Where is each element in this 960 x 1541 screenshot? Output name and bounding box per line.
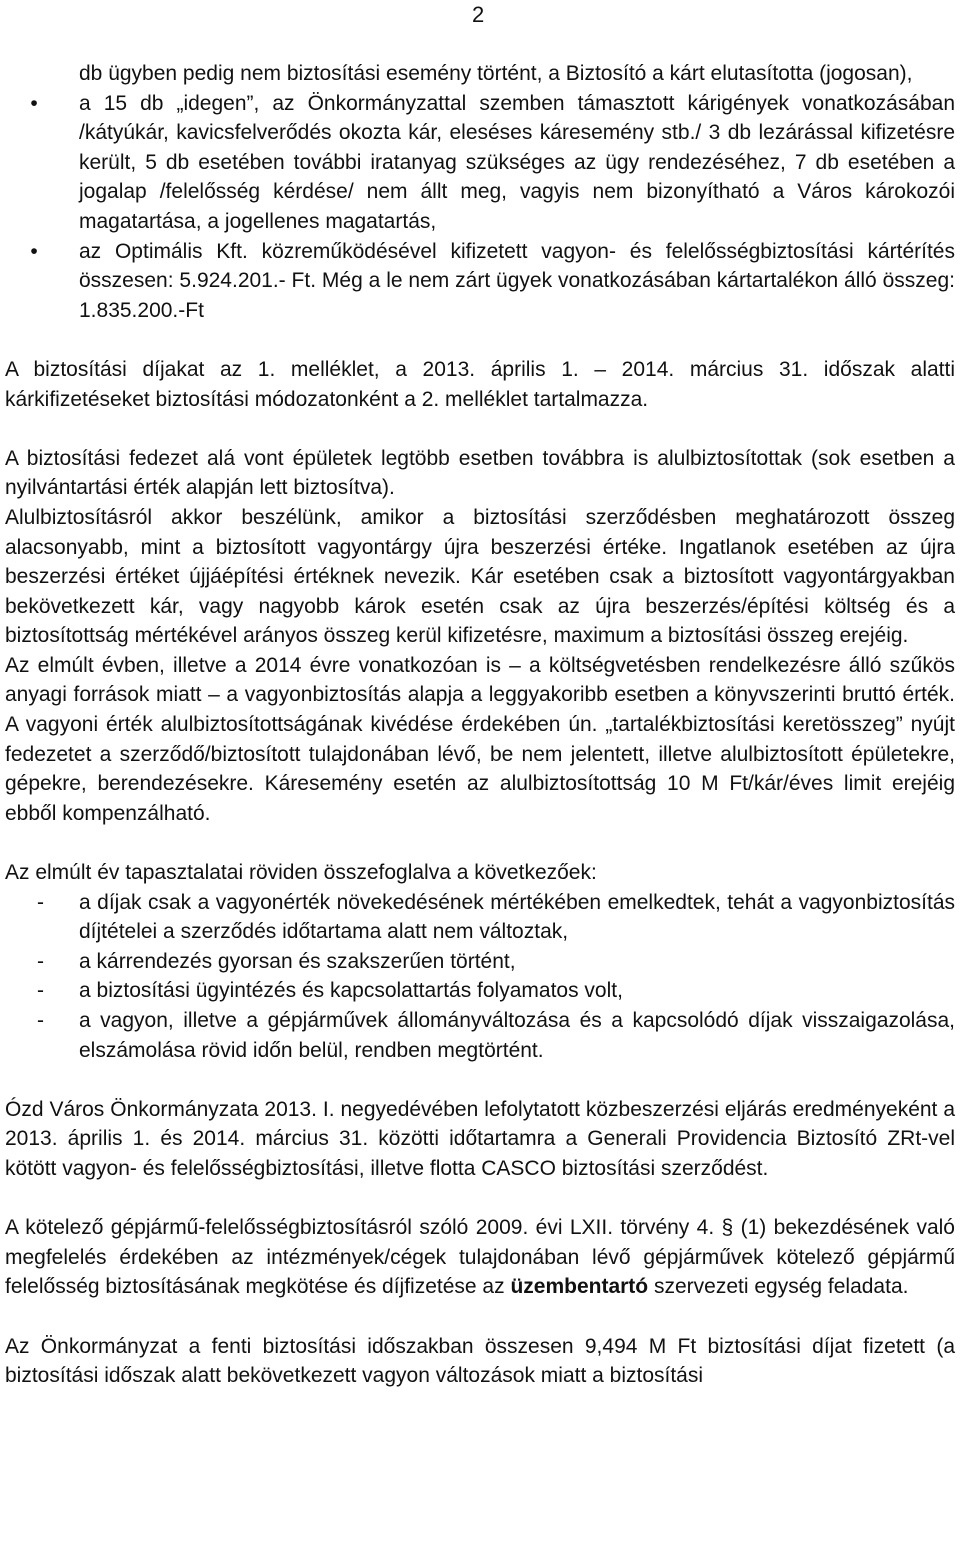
list-item-text: a vagyon, illetve a gépjárművek állományváltozása és a kapcsolódó díjak visszaigazolása, elszámolása rövid időn belül, rendben megtörtént. [79, 1009, 955, 1062]
dash-icon: - [37, 949, 44, 973]
bullet-list [5, 59, 955, 325]
paragraph-reserve: Az elmúlt évben, illetve a 2014 évre vonatkozóan is – a költségvetésben rendelkezésre álló szűkös anyagi források miatt – a vagyonbiztosítás alapja a leggyakoribb esetben a könyvszerinti bruttó érték. A vagyoni érték alulbiztosítottságának kivédése érdekében ún. „tartalékbiztosítási keretösszeg” nyújt fedezetet a szerződő/biztosított tulajdonában lévő, be nem jelentett, illetve alulbiztosított épületekre, gépekre, berendezésekre. Káresemény esetén az alulbiztosítottság 10 M Ft/kár/éves limit erejéig ebből kompenzálható. [5, 653, 955, 825]
bullet-icon: • [30, 91, 38, 115]
list-item-text: a biztosítási ügyintézés és kapcsolattartás folyamatos volt, [79, 979, 623, 1003]
list-item [5, 1006, 955, 1065]
paragraph-vehicle-liability [5, 1213, 955, 1302]
list-item-text: a kárrendezés gyorsan és szakszerűen történt, [79, 949, 516, 973]
list-item [5, 888, 955, 947]
dash-icon: - [37, 979, 44, 1003]
page-number: 2 [472, 2, 485, 27]
list-item [5, 976, 955, 1006]
paragraph-underinsurance: Alulbiztosításról akkor beszélünk, amikor a biztosítási szerződésben meghatározott összeg alacsonyabb, mint a biztosított vagyontárgy újra beszerzési értéke. Ingatlanok esetében az újra beszerzési értéket újjáépítési értéknek nevezik. Kár esetében csak a biztosított vagyontárgyakban bekövetkezett kár, vagy nagyobb károk esetén csak az újra beszerzés/építési költség és a biztosítottság mértékével arányos összeg kerül kifizetésre, maximum a biztosítási összeg erejéig. [5, 505, 955, 648]
dash-icon: - [37, 890, 44, 914]
list-item [5, 237, 955, 326]
paragraph-summary-intro: Az elmúlt év tapasztalatai röviden összefoglalva a következőek: [5, 861, 597, 885]
dash-icon: - [37, 1009, 44, 1032]
paragraph-text: szervezeti egység feladata. [648, 1275, 909, 1299]
list-item-text: a 15 db „idegen”, az Önkormányzattal szemben támasztott kárigények vonatkozásában /kátyúkár, kavicsfelverődés okozta kár, eleséses káresemény stb./ 3 db lezárással kifizetésre került, 5 db esetében további iratanyag szükséges az ügy rendezéséhez, 7 db esetében a jogalap /felelősség kérdése/ nem állt meg, vagyis nem bizonyítható a Város károkozói magatartása, a jogellenes magatartás, [79, 91, 955, 233]
list-item-text: a díjak csak a vagyonérték növekedésének mértékében emelkedtek, tehát a vagyonbiztosítás díjtételei a szerződés időtartama alatt nem változtak, [79, 890, 955, 944]
list-item [5, 59, 955, 89]
dash-list [5, 888, 955, 1066]
list-item [5, 947, 955, 977]
paragraph-premiums: A biztosítási díjakat az 1. melléklet, a 2013. április 1. – 2014. március 31. időszak alatti kárkifizetéseket biztosítási módozatonként a 2. melléklet tartalmazza. [5, 357, 955, 411]
list-item [5, 89, 955, 237]
list-item-text: db ügyben pedig nem biztosítási esemény történt, a Biztosító a kárt elutasította (jogosan), [79, 62, 913, 85]
bullet-icon: • [30, 239, 38, 263]
paragraph-text: A kötelező gépjármű-felelősségbiztosításról szóló 2009. évi LXII. törvény 4. § (1) bekezdésének való megfelelés érdekében az intézmények/cégek tulajdonában lévő gépjárművek kötelező gépjármű felelősség biztosításának megkötése és díjfizetése az [5, 1216, 955, 1299]
paragraph-procurement: Ózd Város Önkormányzata 2013. I. negyedévében lefolytatott közbeszerzési eljárás eredményeként a 2013. április 1. és 2014. március 31. közötti időtartamra a Generali Providencia Biztosító ZRt-vel kötött vagyon- és felelősségbiztosítási, illetve flotta CASCO biztosítási szerződést. [5, 1097, 955, 1180]
paragraph-total-premium: Az Önkormányzat a fenti biztosítási időszakban összesen 9,494 M Ft biztosítási díjat fizetett (a biztosítási időszak alatt bekövetkezett vagyon változások miatt a biztosítási [5, 1334, 955, 1388]
emphasis-text: üzembentartó [510, 1275, 649, 1299]
document-body [5, 59, 955, 1391]
paragraph-coverage: A biztosítási fedezet alá vont épületek legtöbb esetben továbbra is alulbiztosítottak (sok esetben a nyilvántartási érték alapján lett biztosítva). [5, 446, 955, 500]
list-item-text: az Optimális Kft. közreműködésével kifizetett vagyon- és felelősségbiztosítási kártérítés összesen: 5.924.201.- Ft. Még a le nem zárt ügyek vonatkozásában kártartalékon álló összeg: 1.835.200.-Ft [79, 239, 955, 322]
